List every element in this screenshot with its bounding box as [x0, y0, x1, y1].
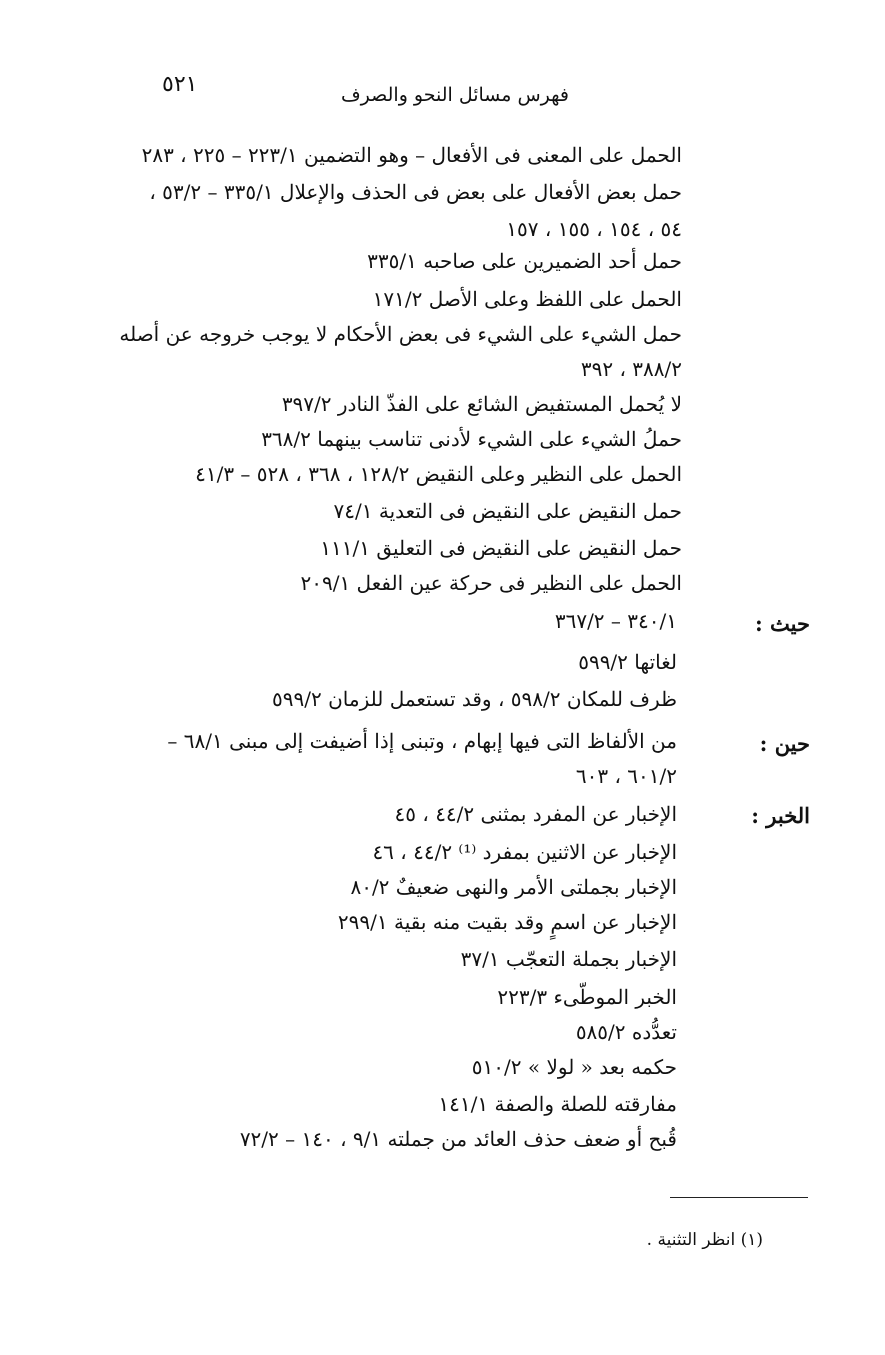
- page-number: ٥٢١: [162, 72, 198, 97]
- heading-hina: حين :: [759, 731, 810, 756]
- entry-line: الحمل على النظير وعلى النقيض ١٢٨/٢ ، ٣٦٨ ، ٥٢٨ – ٤١/٣: [195, 462, 682, 486]
- entry-line: من الألفاظ التى فيها إبهام ، وتبنى إذا أضيفت إلى مبنى ٦٨/١ –: [167, 729, 677, 753]
- entry-line: لغاتها ٥٩٩/٢: [578, 650, 677, 674]
- entry-line: حمل الشيء على الشيء فى بعض الأحكام لا يوجب خروجه عن أصله: [119, 322, 682, 346]
- entry-line: ٣٤٠/١ – ٣٦٧/٢: [554, 609, 677, 633]
- entry-line: حمل النقيض على النقيض فى التعليق ١١١/١: [320, 536, 682, 560]
- entry-line: الحمل على المعنى فى الأفعال – وهو التضمين ٢٢٣/١ – ٢٢٥ ، ٢٨٣: [141, 143, 682, 167]
- entry-line: ظرف للمكان ٥٩٨/٢ ، وقد تستعمل للزمان ٥٩٩/٢: [272, 687, 677, 711]
- running-title: فهرس مسائل النحو والصرف: [340, 84, 569, 106]
- entry-line: الحمل على النظير فى حركة عين الفعل ٢٠٩/١: [300, 571, 682, 595]
- entry-line: الحمل على اللفظ وعلى الأصل ١٧١/٢: [372, 287, 682, 311]
- heading-khabar: الخبر :: [751, 803, 810, 828]
- entry-line: ٥٤ ، ١٥٤ ، ١٥٥ ، ١٥٧: [506, 217, 682, 241]
- entry-line: حمل بعض الأفعال على بعض فى الحذف والإعلال ٣٣٥/١ – ٥٣/٢ ،: [149, 180, 682, 204]
- entry-line: لا يُحمل المستفيض الشائع على الفذّ النادر ٣٩٧/٢: [281, 392, 682, 416]
- entry-line: ٣٨٨/٢ ، ٣٩٢: [580, 357, 682, 381]
- entry-line: ٦٠١/٢ ، ٦٠٣: [575, 764, 677, 788]
- entry-line: حمل النقيض على النقيض فى التعدية ٧٤/١: [333, 499, 682, 523]
- entry-line: تعدُّده ٥٨٥/٢: [575, 1020, 677, 1044]
- entry-line: حكمه بعد « لولا » ٥١٠/٢: [471, 1055, 677, 1079]
- entry-line: الإخبار عن الاثنين بمفرد ⁽¹⁾ ٤٤/٢ ، ٤٦: [372, 840, 677, 864]
- entry-line: الإخبار عن اسمٍ وقد بقيت منه بقية ٢٩٩/١: [337, 910, 677, 934]
- entry-line: حملُ الشيء على الشيء لأدنى تناسب بينهما ٣٦٨/٢: [261, 427, 682, 451]
- entry-line: الإخبار عن المفرد بمثنى ٤٤/٢ ، ٤٥: [394, 802, 677, 826]
- entry-line: مفارقته للصلة والصفة ١٤١/١: [438, 1092, 677, 1116]
- footnote: (١) انظر التثنية .: [646, 1230, 763, 1250]
- entry-line: الإخبار بجملتى الأمر والنهى ضعيفٌ ٨٠/٢: [350, 875, 677, 899]
- heading-haythu: حيث :: [754, 611, 810, 636]
- entry-line: الإخبار بجملة التعجّب ٣٧/١: [460, 947, 677, 971]
- entry-line: حمل أحد الضميرين على صاحبه ٣٣٥/١: [367, 249, 682, 273]
- footnote-rule: [670, 1197, 808, 1198]
- entry-line: قُبح أو ضعف حذف العائد من جملته ٩/١ ، ١٤٠ – ٧٢/٢: [239, 1127, 677, 1151]
- entry-line: الخبر الموطّىء ٢٢٣/٣: [497, 985, 677, 1009]
